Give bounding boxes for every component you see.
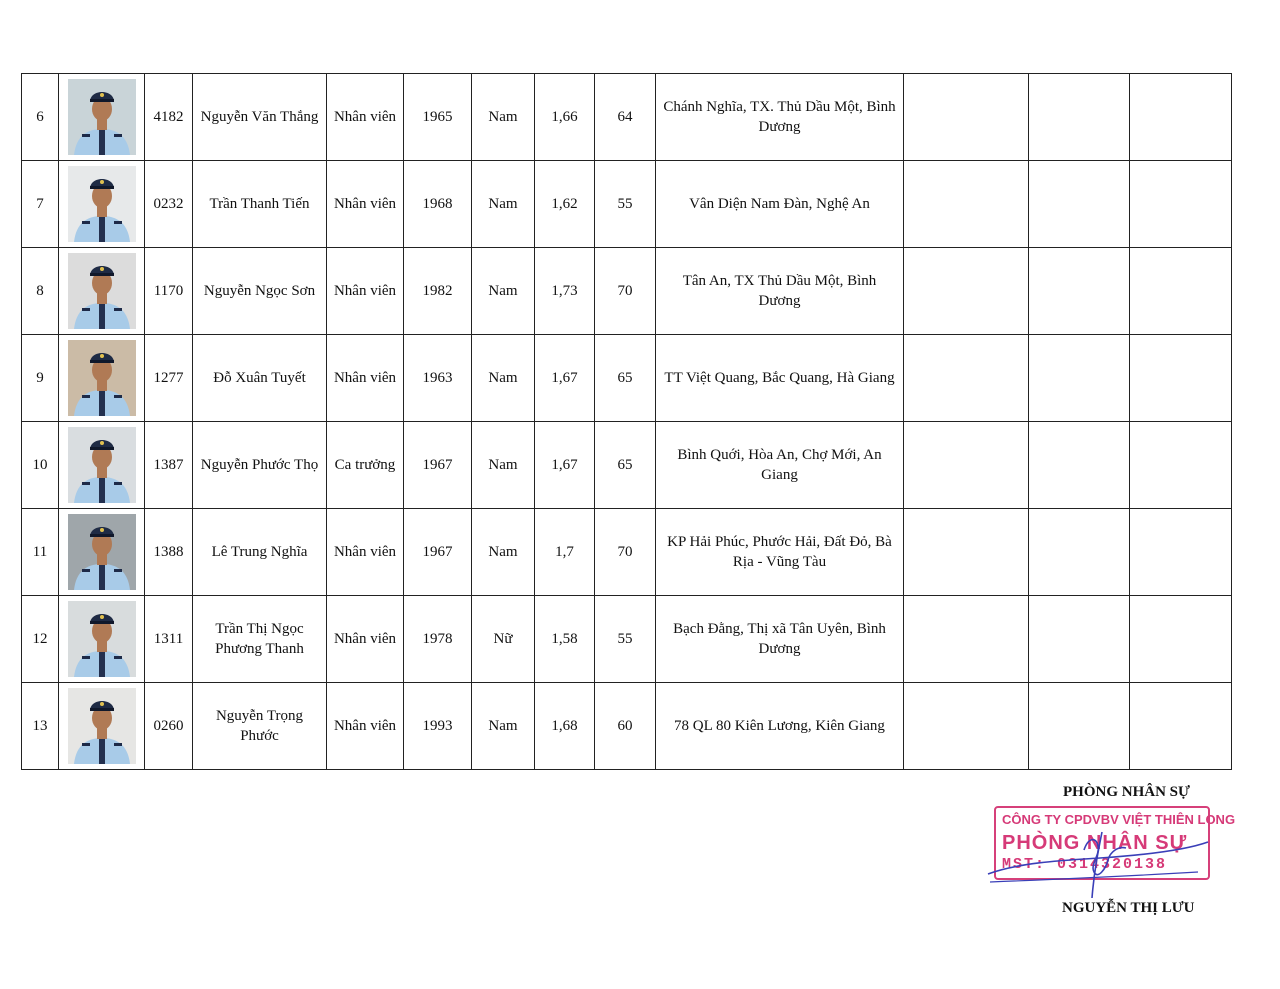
staff-table (21, 73, 1232, 770)
employee-photo-cell (59, 509, 145, 596)
table-row (22, 335, 1232, 422)
empty-cell (904, 596, 1029, 683)
empty-cell (904, 422, 1029, 509)
employee-photo-cell (59, 335, 145, 422)
gender-cell: Nam (472, 161, 535, 248)
empty-cell (1029, 248, 1130, 335)
signer-name: NGUYỄN THỊ LƯU (1062, 900, 1195, 916)
employee-code-cell: 1387 (145, 422, 193, 509)
empty-cell (1130, 161, 1232, 248)
stamp-company-name: CÔNG TY CPDVBV VIỆT THIÊN LONG (1002, 812, 1236, 827)
employee-name-cell: Nguyễn Phước Thọ (193, 422, 327, 509)
gender-cell: Nữ (472, 596, 535, 683)
weight-cell: 65 (595, 422, 656, 509)
employee-code-cell: 0260 (145, 683, 193, 770)
height-cell: 1,73 (535, 248, 595, 335)
empty-cell (1130, 683, 1232, 770)
address-cell: Bạch Đằng, Thị xã Tân Uyên, Bình Dương (656, 596, 904, 683)
employee-photo (68, 601, 136, 677)
height-cell: 1,67 (535, 335, 595, 422)
employee-photo (68, 688, 136, 764)
height-cell: 1,62 (535, 161, 595, 248)
row-number-cell: 11 (22, 509, 59, 596)
height-cell: 1,67 (535, 422, 595, 509)
staff-table-body (22, 74, 1232, 770)
weight-cell: 60 (595, 683, 656, 770)
empty-cell (1130, 596, 1232, 683)
row-number-cell: 7 (22, 161, 59, 248)
employee-name-cell: Trần Thị Ngọc Phương Thanh (193, 596, 327, 683)
gender-cell: Nam (472, 74, 535, 161)
empty-cell (1130, 74, 1232, 161)
employee-photo-cell (59, 683, 145, 770)
stamp-tax-code: MST: 0314320138 (1002, 856, 1168, 873)
table-row (22, 161, 1232, 248)
employee-position-cell: Nhân viên (327, 509, 404, 596)
height-cell: 1,66 (535, 74, 595, 161)
row-number-cell: 9 (22, 335, 59, 422)
height-cell: 1,68 (535, 683, 595, 770)
empty-cell (1130, 335, 1232, 422)
empty-cell (904, 683, 1029, 770)
employee-photo (68, 427, 136, 503)
employee-name-cell: Lê Trung Nghĩa (193, 509, 327, 596)
employee-photo-cell (59, 248, 145, 335)
gender-cell: Nam (472, 335, 535, 422)
weight-cell: 65 (595, 335, 656, 422)
row-number-cell: 8 (22, 248, 59, 335)
height-cell: 1,7 (535, 509, 595, 596)
employee-code-cell: 1388 (145, 509, 193, 596)
birth-year-cell: 1965 (404, 74, 472, 161)
employee-position-cell: Nhân viên (327, 74, 404, 161)
empty-cell (1029, 509, 1130, 596)
table-row (22, 509, 1232, 596)
handwritten-signature (980, 802, 1220, 902)
row-number-cell: 12 (22, 596, 59, 683)
employee-photo-cell (59, 74, 145, 161)
empty-cell (1029, 335, 1130, 422)
employee-photo (68, 79, 136, 155)
birth-year-cell: 1993 (404, 683, 472, 770)
employee-code-cell: 0232 (145, 161, 193, 248)
table-row (22, 683, 1232, 770)
birth-year-cell: 1967 (404, 422, 472, 509)
employee-code-cell: 1277 (145, 335, 193, 422)
empty-cell (1029, 683, 1130, 770)
address-cell: 78 QL 80 Kiên Lương, Kiên Giang (656, 683, 904, 770)
employee-code-cell: 1311 (145, 596, 193, 683)
employee-photo-cell (59, 161, 145, 248)
height-cell: 1,58 (535, 596, 595, 683)
employee-photo-cell (59, 422, 145, 509)
employee-photo (68, 166, 136, 242)
weight-cell: 55 (595, 161, 656, 248)
gender-cell: Nam (472, 683, 535, 770)
employee-name-cell: Trần Thanh Tiến (193, 161, 327, 248)
employee-position-cell: Nhân viên (327, 335, 404, 422)
row-number-cell: 6 (22, 74, 59, 161)
weight-cell: 70 (595, 509, 656, 596)
employee-position-cell: Nhân viên (327, 161, 404, 248)
empty-cell (904, 161, 1029, 248)
table-row (22, 596, 1232, 683)
empty-cell (1130, 422, 1232, 509)
table-row (22, 248, 1232, 335)
table-row (22, 422, 1232, 509)
address-cell: Bình Quới, Hòa An, Chợ Mới, An Giang (656, 422, 904, 509)
gender-cell: Nam (472, 509, 535, 596)
birth-year-cell: 1982 (404, 248, 472, 335)
weight-cell: 55 (595, 596, 656, 683)
employee-photo-cell (59, 596, 145, 683)
address-cell: Vân Diện Nam Đàn, Nghệ An (656, 161, 904, 248)
employee-name-cell: Đỗ Xuân Tuyết (193, 335, 327, 422)
empty-cell (904, 509, 1029, 596)
birth-year-cell: 1967 (404, 509, 472, 596)
employee-name-cell: Nguyễn Văn Thắng (193, 74, 327, 161)
employee-code-cell: 1170 (145, 248, 193, 335)
employee-code-cell: 4182 (145, 74, 193, 161)
employee-name-cell: Nguyễn Trọng Phước (193, 683, 327, 770)
signature-block (980, 782, 1236, 922)
birth-year-cell: 1978 (404, 596, 472, 683)
employee-position-cell: Nhân viên (327, 596, 404, 683)
empty-cell (904, 248, 1029, 335)
empty-cell (904, 335, 1029, 422)
employee-position-cell: Nhân viên (327, 248, 404, 335)
empty-cell (904, 74, 1029, 161)
row-number-cell: 10 (22, 422, 59, 509)
address-cell: Tân An, TX Thủ Dầu Một, Bình Dương (656, 248, 904, 335)
empty-cell (1029, 596, 1130, 683)
empty-cell (1029, 422, 1130, 509)
address-cell: KP Hải Phúc, Phước Hải, Đất Đỏ, Bà Rịa - Vũng Tàu (656, 509, 904, 596)
empty-cell (1029, 161, 1130, 248)
employee-position-cell: Ca trưởng (327, 422, 404, 509)
employee-photo (68, 253, 136, 329)
stamp-department: PHÒNG NHÂN SỰ (1002, 832, 1188, 854)
employee-name-cell: Nguyễn Ngọc Sơn (193, 248, 327, 335)
gender-cell: Nam (472, 248, 535, 335)
address-cell: Chánh Nghĩa, TX. Thủ Dầu Một, Bình Dương (656, 74, 904, 161)
employee-position-cell: Nhân viên (327, 683, 404, 770)
empty-cell (1130, 248, 1232, 335)
employee-photo (68, 514, 136, 590)
empty-cell (1029, 74, 1130, 161)
weight-cell: 64 (595, 74, 656, 161)
weight-cell: 70 (595, 248, 656, 335)
address-cell: TT Việt Quang, Bắc Quang, Hà Giang (656, 335, 904, 422)
empty-cell (1130, 509, 1232, 596)
department-title: PHÒNG NHÂN SỰ (1063, 784, 1190, 800)
table-row (22, 74, 1232, 161)
birth-year-cell: 1963 (404, 335, 472, 422)
birth-year-cell: 1968 (404, 161, 472, 248)
gender-cell: Nam (472, 422, 535, 509)
row-number-cell: 13 (22, 683, 59, 770)
employee-photo (68, 340, 136, 416)
